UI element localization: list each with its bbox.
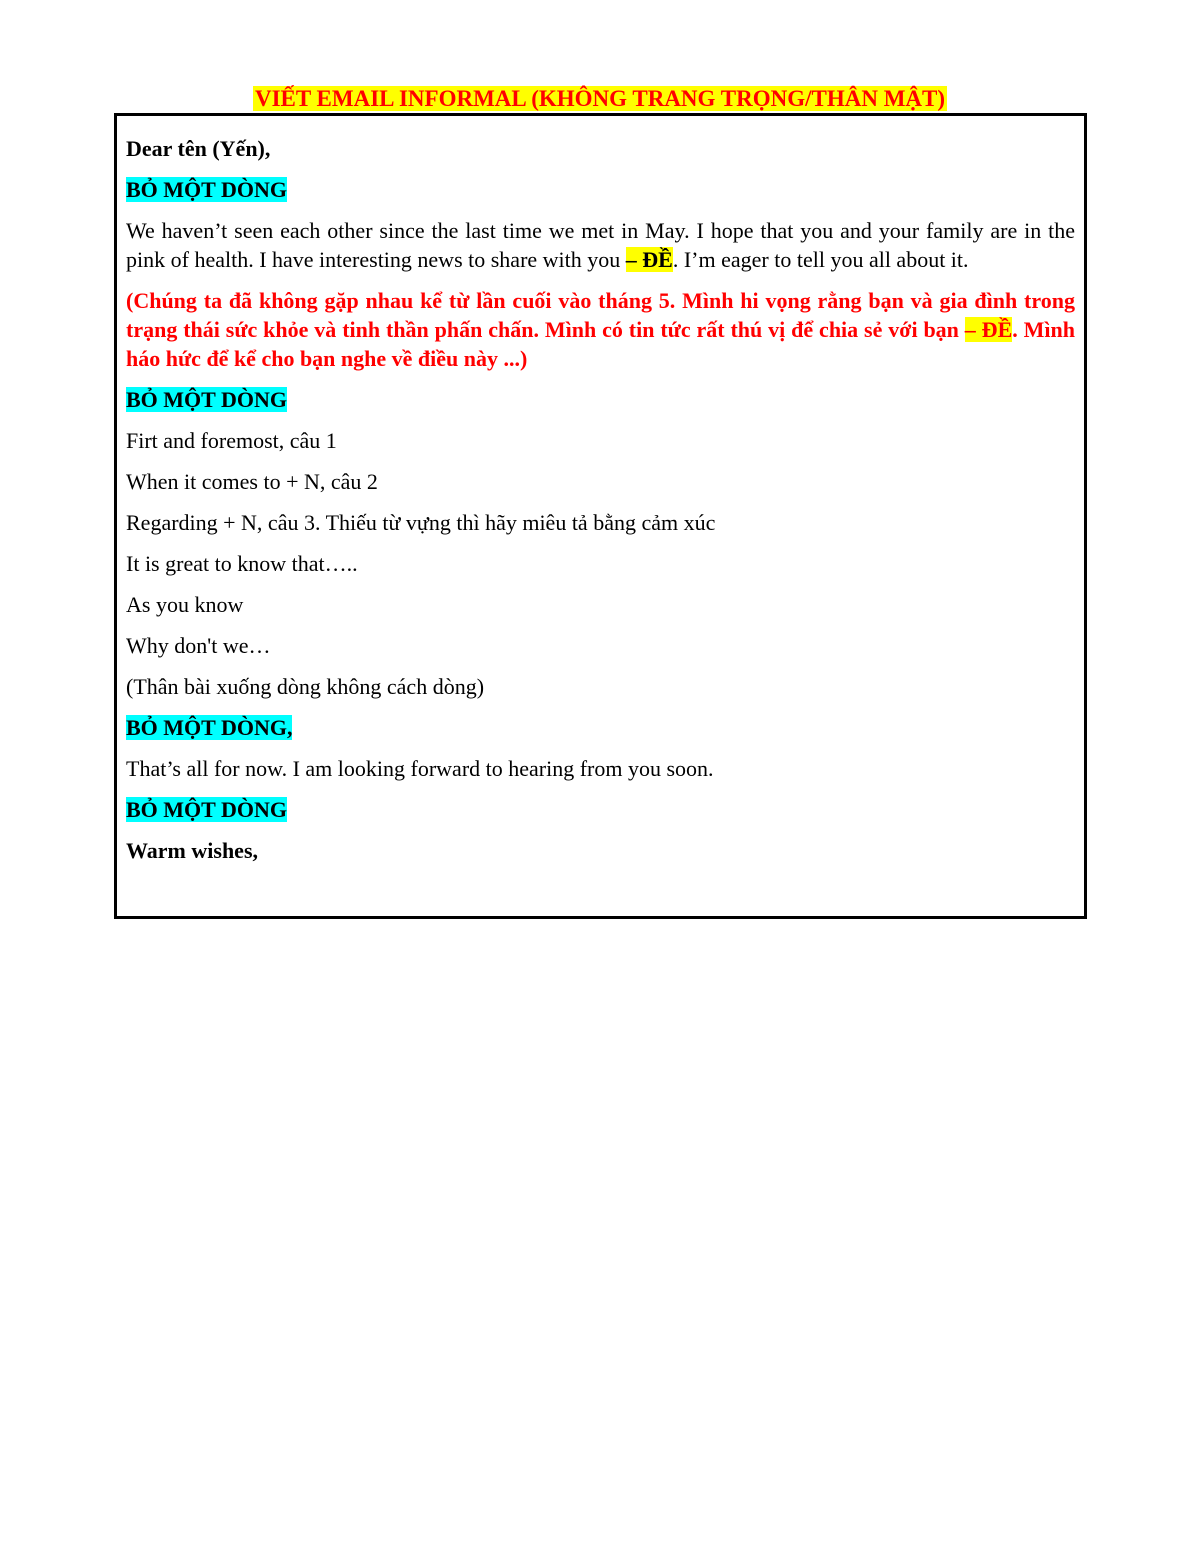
body-line: Why don't we… — [126, 633, 271, 658]
intro-topic-highlight: – ĐỀ — [625, 247, 673, 272]
skip-line-1 — [126, 175, 1075, 204]
intro-vi-before: (Chúng ta đã không gặp nhau kể từ lần cuối vào tháng 5. Mình hi vọng rằng bạn và gia đình trong trạng thái sức khỏe và tinh thần phấn chấn. Mình có tin tức rất thú vị để chia sẻ với bạn — [126, 288, 1075, 342]
body-line: It is great to know that….. — [126, 551, 358, 576]
body-line: Firt and foremost, câu 1 — [126, 428, 337, 453]
skip-line-3 — [126, 713, 1075, 742]
skip-line-label: BỎ MỘT DÒNG — [126, 177, 287, 202]
page-title-text: VIẾT EMAIL INFORMAL (KHÔNG TRANG TRỌNG/THÂN MẬT) — [254, 86, 946, 111]
greeting: Dear tên (Yến), — [126, 136, 271, 161]
skip-line-label: BỎ MỘT DÒNG — [126, 797, 287, 822]
body-line: Regarding + N, câu 3. Thiếu từ vựng thì hãy miêu tả bằng cảm xúc — [126, 510, 716, 535]
skip-line-label: BỎ MỘT DÒNG, — [126, 715, 293, 740]
email-template-box — [114, 113, 1087, 919]
body-line: As you know — [126, 592, 244, 617]
body-line: When it comes to + N, câu 2 — [126, 469, 378, 494]
sign-off: Warm wishes, — [126, 838, 258, 863]
intro-vi-after: . Mình háo hức để kể cho bạn nghe về điều này ...) — [126, 317, 1075, 371]
skip-line-2 — [126, 385, 1075, 414]
intro-vi-topic-highlight: – ĐỀ — [964, 317, 1013, 342]
body-line: (Thân bài xuống dòng không cách dòng) — [126, 674, 485, 699]
intro-text-after: . I’m eager to tell you all about it. — [672, 247, 969, 272]
page-title — [0, 84, 1200, 114]
intro-text-before: We haven’t seen each other since the last time we met in May. I hope that you and your family are in the pink of health. I have interesting news to share with you — [126, 218, 1075, 272]
skip-line-label: BỎ MỘT DÒNG — [126, 387, 287, 412]
intro-paragraph — [126, 216, 1075, 274]
intro-translation-paragraph — [126, 286, 1075, 373]
skip-line-4 — [126, 795, 1075, 824]
email-template-content — [126, 134, 1075, 877]
closing-line: That’s all for now. I am looking forward to hearing from you soon. — [126, 756, 714, 781]
